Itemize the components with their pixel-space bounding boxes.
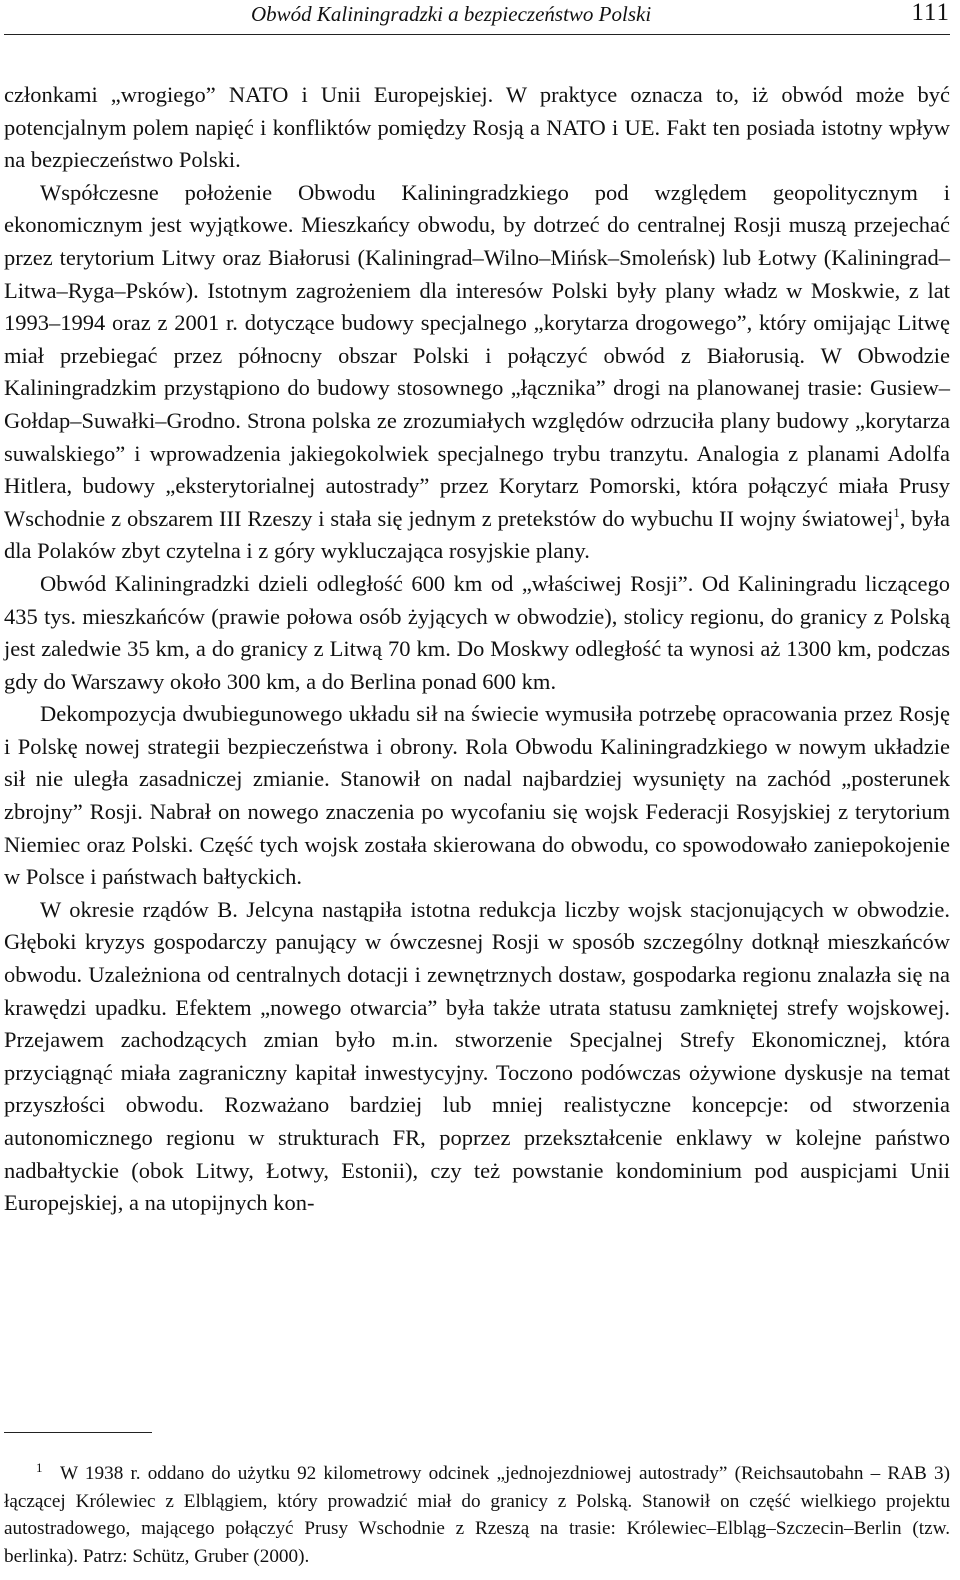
paragraph-2-text-end: , była dla Polaków zbyt czytelna i z góry wykluczająca rosyjskie plany. — [4, 505, 950, 564]
running-title: Obwód Kaliningradzki a bezpieczeństwo Polski — [251, 2, 652, 26]
running-header — [4, 0, 950, 35]
paragraph-2 — [4, 177, 950, 568]
paragraph-3: Obwód Kaliningradzki dzieli odległość 600 km od „właściwej Rosji”. Od Kaliningradu liczącego 435 tys. mieszkańców (prawie połowa osób żyjących w obwodzie), stolicy regionu, do granicy z Polską jest zaledwie 35 km, a do granicy z Litwą 70 km. Do Moskwy odległość ta wynosi aż 1300 km, podczas gdy do Warszawy około 300 km, a do Berlina ponad 600 km. — [4, 570, 950, 694]
footnote — [4, 1460, 950, 1570]
footnote-reference: 1 — [893, 504, 900, 520]
footnote-text: W 1938 r. oddano do użytku 92 kilometrowy odcinek „jednojezdniowej autostrady” (Reichsautobahn – RAB 3) łączącej Królewiec z Elblągiem, który prowadzić miał do granicy z Polską. Stanowił on część wielkiego projektu autostradowego, mającego połączyć Prusy Wschodnie z Rzeszą na trasie: Królewiec–Elbląg–Szczecin–Berlin (tzw. berlinka). Patrz: Schütz, Gruber (2000). — [4, 1463, 950, 1567]
page-number: 111 — [911, 0, 950, 26]
footnote-number: 1 — [36, 1460, 43, 1475]
footnote-divider — [4, 1432, 152, 1433]
paragraph-4: Dekompozycja dwubiegunowego układu sił na świecie wymusiła potrzebę opracowania przez Rosję i Polskę nowej strategii bezpieczeństwa i obrony. Rola Obwodu Kaliningradzkiego w nowym układzie sił nie uległa zasadniczej zmianie. Stanowił on nadal najbardziej wysunięty na zachód „posterunek zbrojny” Rosji. Nabrał on nowego znaczenia po wycofaniu się wojsk Federacji Rosyjskiej z terytorium Niemiec oraz Polski. Część tych wojsk została skierowana do obwodu, co spowodowało zaniepokojenie w Polsce i państwach bałtyckich. — [4, 701, 950, 890]
footnote-marker — [4, 1460, 60, 1488]
paragraph-1: członkami „wrogiego” NATO i Unii Europejskiej. W praktyce oznacza to, iż obwód może być potencjalnym polem napięć i konfliktów pomiędzy Rosją a NATO i UE. Fakt ten posiada istotny wpływ na bezpieczeństwo Polski. — [4, 82, 950, 173]
paragraph-2-text: Współczesne położenie Obwodu Kaliningradzkiego pod względem geopolitycznym i ekonomicznym jest wyjątkowe. Mieszkańcy obwodu, by dotrzeć do centralnej Rosji muszą przejechać przez terytorium Litwy oraz Białorusi (Kaliningrad–Wilno–Mińsk–Smoleńsk) lub Łotwy (Kaliningrad–Litwa–Ryga–Psków). Istotnym zagrożeniem dla interesów Polski były plany władz w Moskwie, z lat 1993–1994 oraz z 2001 r. dotyczące budowy specjalnego „korytarza drogowego”, który omijając Litwę miał przebiegać przez północny obszar Polski i połączyć obwód z Białorusią. W Obwodzie Kaliningradzkim przystąpiono do budowy stosownego „łącznika” drogi na planowanej trasie: Gusiew–Gołdap–Suwałki–Grodno. Strona polska ze zrozumiałych względów odrzuciła plany budowy „korytarza suwalskiego” i wprowadzenia jakiegokolwiek specjalnego trybu tranzytu. Analogia z planami Adolfa Hitlera, budowy „eksterytorialnej autostrady” przez Korytarz Pomorski, która połączyć miała Prusy Wschodnie z obszarem III Rzeszy i stała się jednym z pretekstów do wybuchu II wojny światowej — [4, 179, 950, 531]
paragraph-5: W okresie rządów B. Jelcyna nastąpiła istotna redukcja liczby wojsk stacjonujących w obwodzie. Głęboki kryzys gospodarczy panujący w ówczesnej Rosji w sposób szczególny dotknął mieszkańców obwodu. Uzależniona od centralnych dotacji i zewnętrznych dostaw, gospodarka regionu znalazła się na krawędzi upadku. Efektem „nowego otwarcia” była także utrata statusu zamkniętej strefy wojskowej. Przejawem zachodzących zmian było m.in. stworzenie Specjalnej Strefy Ekonomicznej, która przyciągnąć miała zagraniczny kapitał inwestycyjny. Toczono podówczas ożywione dyskusje na temat przyszłości obwodu. Rozważano bardziej lub mniej realistyczne koncepcje: od stworzenia autonomicznego regionu w strukturach FR, poprzez przekształcenie enklawy w kolejne państwo nadbałtyckie (obok Litwy, Łotwy, Estonii), czy też powstanie kondominium pod auspicjami Unii Europejskiej, a na utopijnych kon- — [4, 896, 950, 1216]
main-text — [4, 79, 950, 1220]
